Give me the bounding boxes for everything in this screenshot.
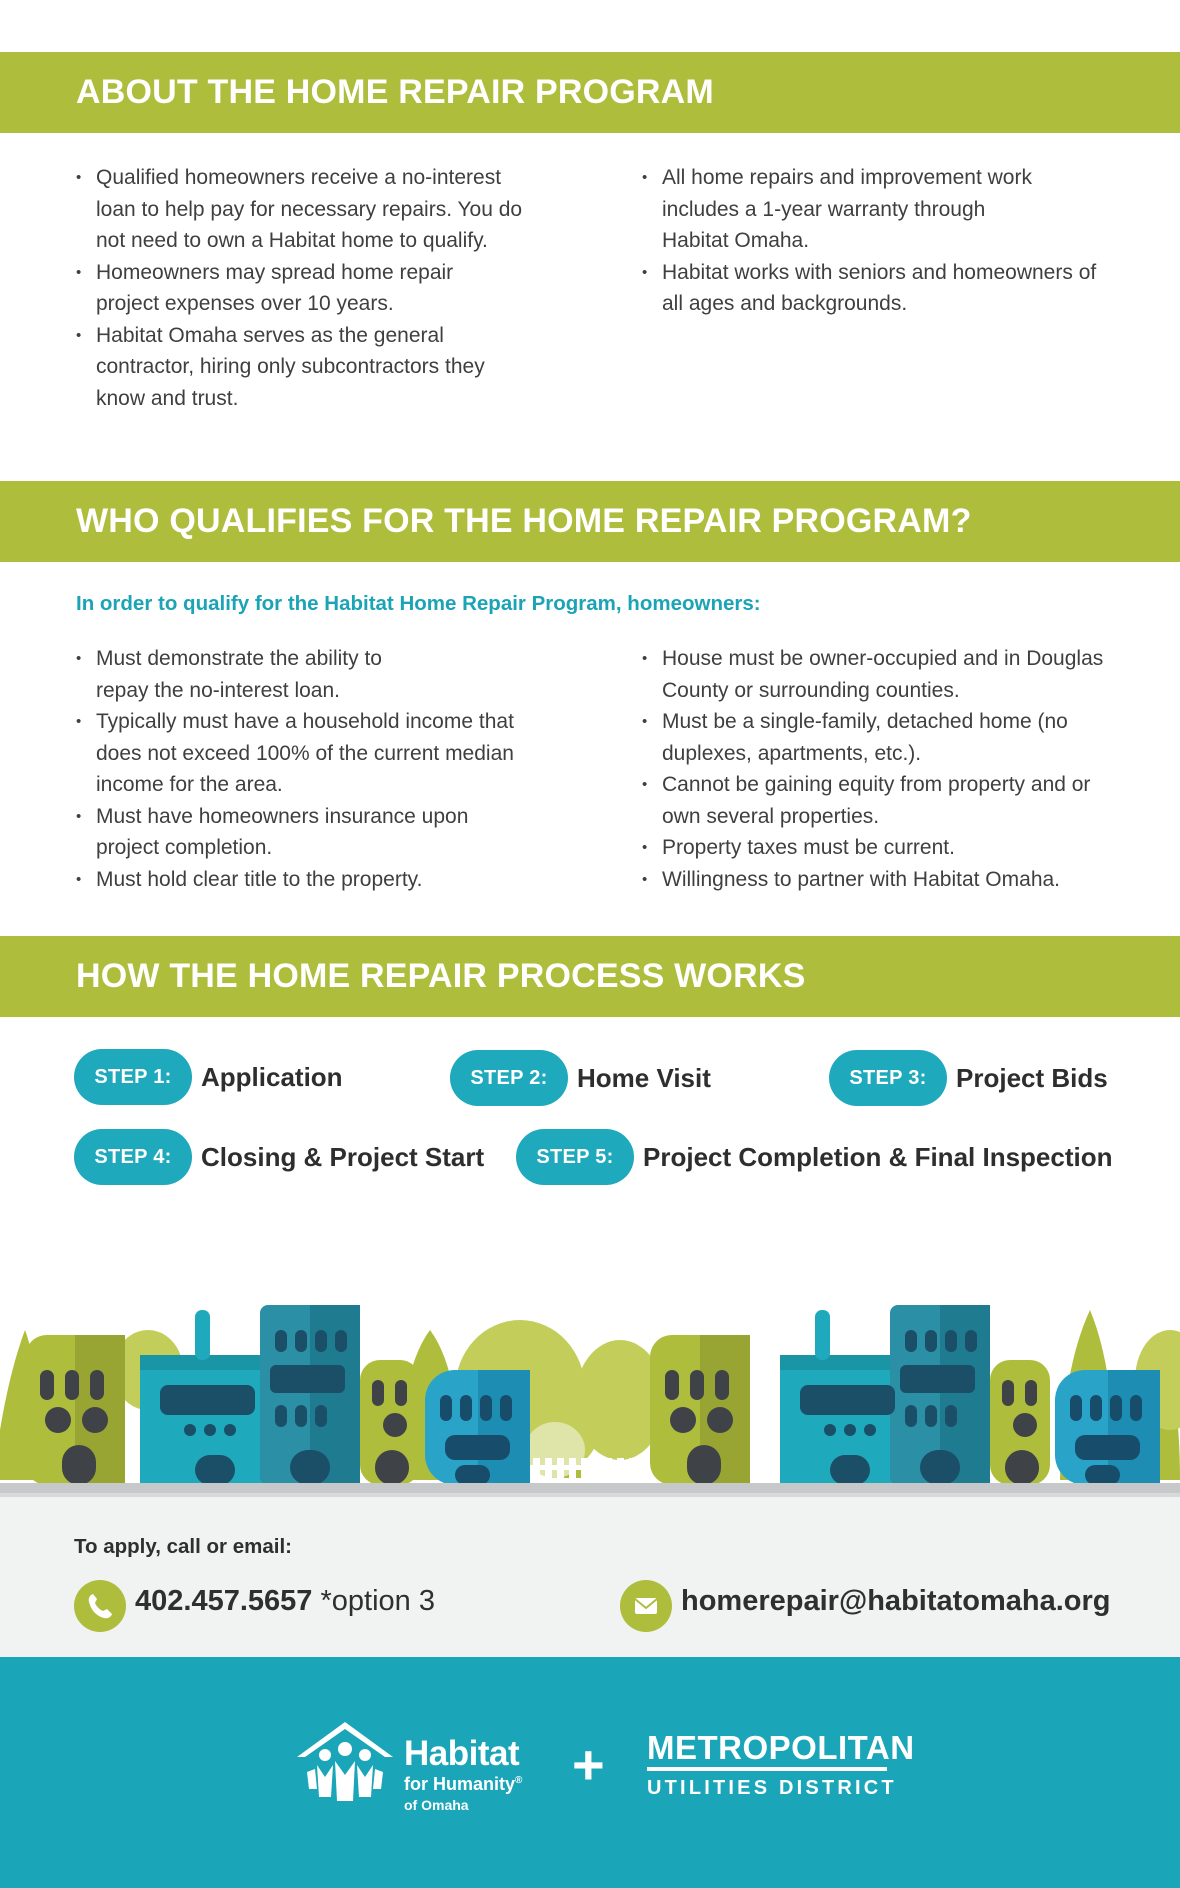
habitat-name: Habitat (404, 1734, 520, 1773)
plus-sign: + (572, 1733, 605, 1796)
step-badge: STEP 1: (74, 1049, 192, 1105)
list-item: • Must demonstrate the ability to repay the no-interest loan. (76, 643, 536, 706)
list-item: • Habitat works with seniors and homeowners of all ages and backgrounds. (642, 257, 1112, 320)
habitat-subtitle: for Humanity® (404, 1774, 523, 1794)
step-label: Project Bids (956, 1062, 1108, 1093)
list-item: • Qualified homeowners receive a no-interest loan to help pay for necessary repairs. You do not need to own a Habitat home to qualify. (76, 162, 546, 257)
list-item: • Cannot be gaining equity from property and or own several properties. (642, 769, 1112, 832)
list-item: • Habitat Omaha serves as the general contractor, hiring only subcontractors they know and trust. (76, 320, 546, 415)
step-badge: STEP 2: (450, 1050, 568, 1106)
list-item: • Property taxes must be current. (642, 832, 1112, 864)
about-header (0, 52, 1180, 133)
envelope-icon (620, 1580, 672, 1632)
qualify-list-right (642, 643, 1112, 895)
list-item: • Must be a single-family, detached home (no duplexes, apartments, etc.). (642, 706, 1112, 769)
list-item: • Typically must have a household income that does not exceed 100% of the current median income for the area. (76, 706, 536, 801)
habitat-city: of Omaha (404, 1797, 469, 1813)
step-label: Closing & Project Start (201, 1141, 485, 1172)
phone-option: *option 3 (312, 1585, 435, 1617)
step-label: Application (201, 1061, 343, 1092)
list-item: • Must have homeowners insurance upon project completion. (76, 801, 536, 864)
contact-heading: To apply, call or email: (74, 1535, 292, 1558)
step-label: Project Completion & Final Inspection (643, 1141, 1113, 1172)
step-5 (516, 1129, 1113, 1185)
process-header (0, 936, 1180, 1017)
partner-subname: UTILITIES DISTRICT (647, 1777, 897, 1799)
step-badge: STEP 5: (516, 1129, 634, 1185)
step-2 (450, 1050, 711, 1106)
qualify-title: WHO QUALIFIES FOR THE HOME REPAIR PROGRAM? (76, 502, 972, 540)
list-item: • Must hold clear title to the property. (76, 864, 536, 896)
habitat-logo-icon (295, 1717, 395, 1807)
about-list-left (76, 162, 546, 414)
partner-divider (647, 1767, 887, 1771)
phone-number-line[interactable] (135, 1585, 435, 1618)
list-item: • All home repairs and improvement work includes a 1-year warranty through Habitat Omaha. (642, 162, 1112, 257)
phone-number[interactable]: 402.457.5657 (135, 1585, 313, 1617)
qualify-header (0, 481, 1180, 562)
footer-logos (0, 1657, 1180, 1888)
qualify-list-left (76, 643, 536, 895)
list-item: • House must be owner-occupied and in Douglas County or surrounding counties. (642, 643, 1112, 706)
registered-mark: ® (515, 1775, 523, 1786)
partner-name: METROPOLITAN (647, 1729, 915, 1766)
about-title: ABOUT THE HOME REPAIR PROGRAM (76, 73, 714, 111)
step-3 (829, 1050, 1108, 1106)
contact-section (0, 1497, 1180, 1657)
about-list-right (642, 162, 1112, 320)
step-1 (74, 1049, 343, 1105)
step-badge: STEP 4: (74, 1129, 192, 1185)
qualify-lead: In order to qualify for the Habitat Home Repair Program, homeowners: (76, 592, 761, 615)
step-4 (74, 1129, 484, 1185)
cityscape-illustration (0, 1250, 1180, 1510)
list-item: • Willingness to partner with Habitat Omaha. (642, 864, 1112, 896)
email-link[interactable]: homerepair@habitatomaha.org (681, 1585, 1111, 1617)
process-title: HOW THE HOME REPAIR PROCESS WORKS (76, 957, 806, 995)
phone-icon (74, 1580, 126, 1632)
step-label: Home Visit (577, 1062, 711, 1093)
list-item: • Homeowners may spread home repair project expenses over 10 years. (76, 257, 546, 320)
step-badge: STEP 3: (829, 1050, 947, 1106)
